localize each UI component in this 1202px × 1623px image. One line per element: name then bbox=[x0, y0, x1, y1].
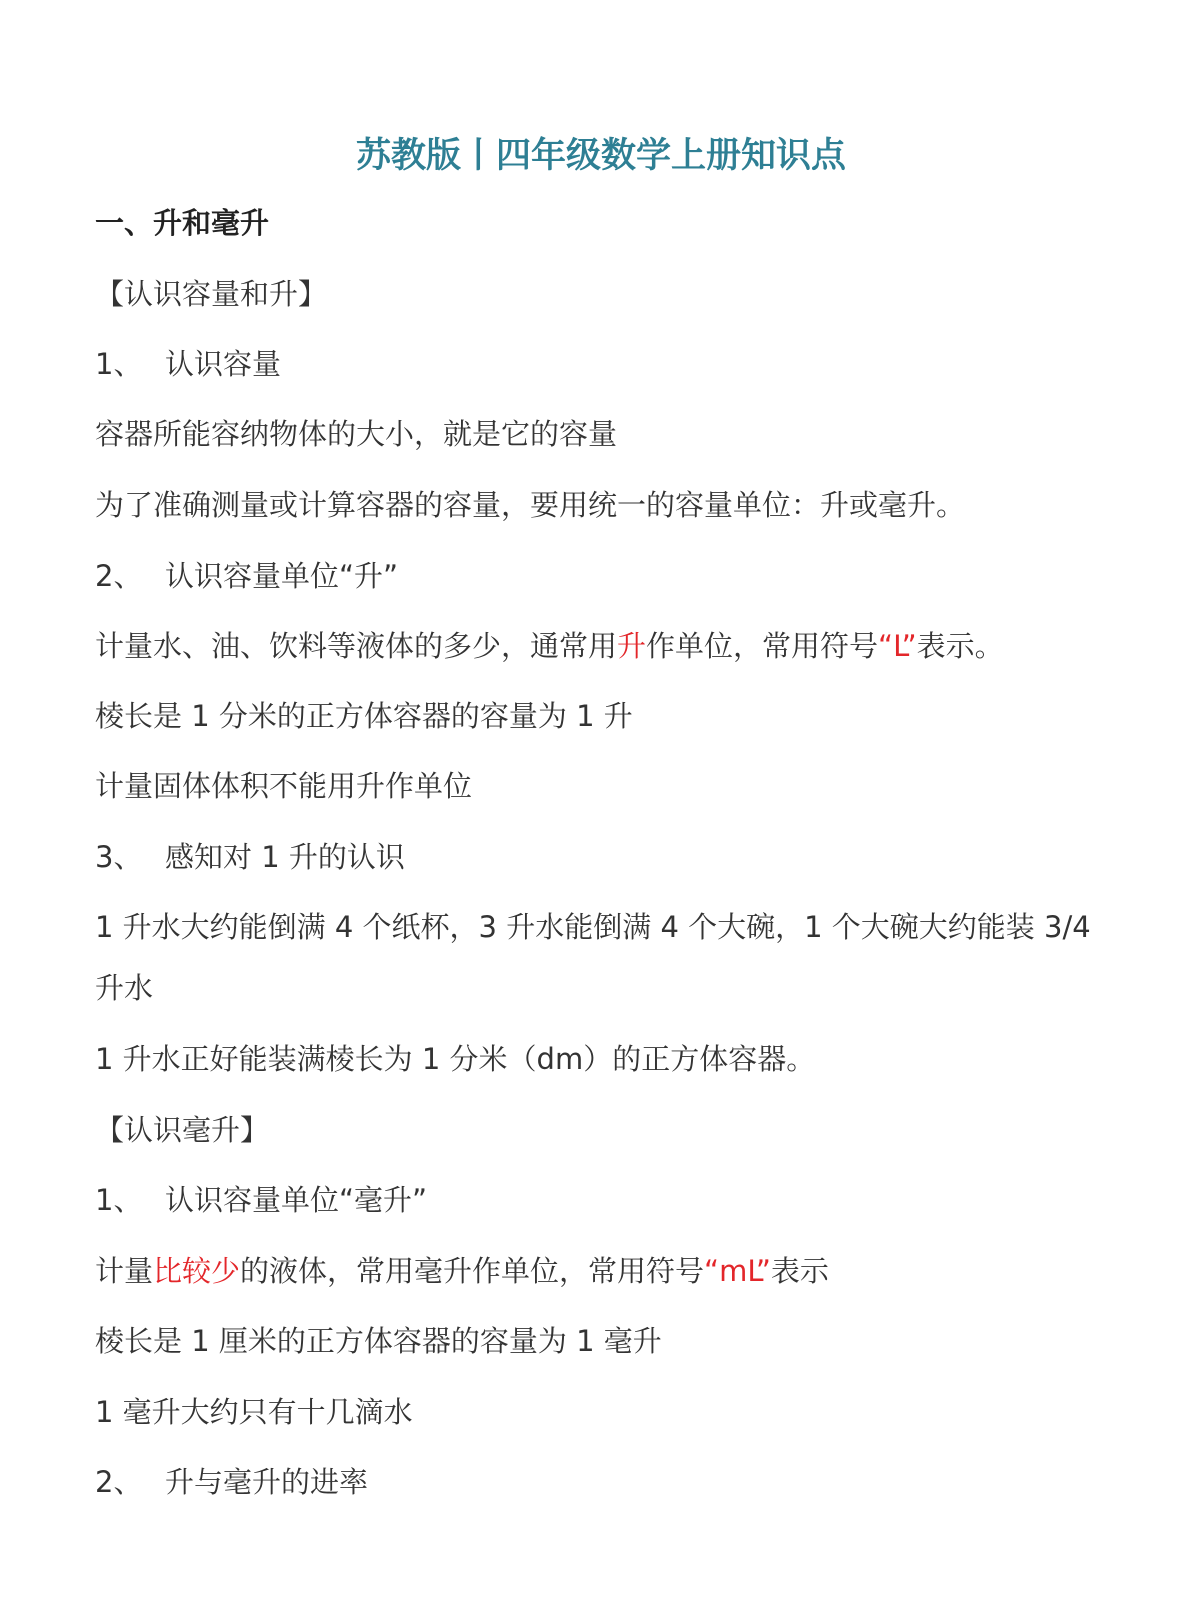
paragraph-milliliter-drops: 1 毫升大约只有十几滴水 bbox=[95, 1395, 413, 1429]
paragraph-solid-volume: 计量固体体积不能用升作单位 bbox=[95, 769, 473, 803]
paragraph-milliliter-cube: 棱长是 1 厘米的正方体容器的容量为 1 毫升 bbox=[95, 1324, 662, 1358]
text-run: 表示 bbox=[770, 1254, 829, 1288]
paragraph-capacity-definition: 容器所能容纳物体的大小，就是它的容量 bbox=[95, 417, 618, 451]
list-number: 1、 bbox=[95, 347, 143, 381]
text-run: 的液体，常用毫升作单位，常用符号 bbox=[240, 1254, 705, 1288]
list-item-2 bbox=[95, 556, 398, 596]
list-text: 认识容量单位“毫升” bbox=[165, 1183, 428, 1217]
highlight-text: “L” bbox=[878, 629, 917, 663]
text-run: 作单位，常用符号 bbox=[646, 629, 879, 663]
highlight-text: “mL” bbox=[704, 1254, 771, 1288]
page-title: 苏教版丨四年级数学上册知识点 bbox=[355, 136, 846, 176]
paragraph-liter-examples-line1: 1 升水大约能倒满 4 个纸杯，3 升水能倒满 4 个大碗，1 个大碗大约能装 3/4 bbox=[95, 910, 1091, 944]
list-text: 认识容量 bbox=[165, 347, 282, 381]
list-number: 2、 bbox=[95, 1465, 143, 1499]
list-number: 2、 bbox=[95, 559, 143, 593]
subheading-milliliter: 【认识毫升】 bbox=[95, 1113, 270, 1147]
list-text: 感知对 1 升的认识 bbox=[165, 840, 405, 874]
text-run: 计量水、油、饮料等液体的多少，通常用 bbox=[95, 629, 618, 663]
list-text: 认识容量单位“升” bbox=[165, 559, 399, 593]
paragraph-liter-dm-cube: 1 升水正好能装满棱长为 1 分米（dm）的正方体容器。 bbox=[95, 1042, 816, 1076]
paragraph-units-intro: 为了准确测量或计算容器的容量，要用统一的容量单位：升或毫升。 bbox=[95, 488, 966, 522]
paragraph-liter-examples-line2: 升水 bbox=[95, 971, 154, 1005]
list-item-1 bbox=[95, 344, 281, 384]
highlight-text: 比较少 bbox=[153, 1254, 241, 1288]
list-item-4 bbox=[95, 1180, 427, 1220]
list-item-3 bbox=[95, 837, 405, 877]
paragraph-liter-cube: 棱长是 1 分米的正方体容器的容量为 1 升 bbox=[95, 699, 633, 733]
paragraph-liter-usage bbox=[95, 626, 1004, 666]
list-text: 升与毫升的进率 bbox=[165, 1465, 369, 1499]
text-run: 表示。 bbox=[916, 629, 1004, 663]
list-number: 3、 bbox=[95, 840, 143, 874]
section-heading-1: 一、升和毫升 bbox=[95, 206, 270, 240]
paragraph-milliliter-usage bbox=[95, 1251, 829, 1291]
list-number: 1、 bbox=[95, 1183, 143, 1217]
list-item-5 bbox=[95, 1462, 368, 1502]
subheading-capacity-and-liter: 【认识容量和升】 bbox=[95, 277, 328, 311]
highlight-text: 升 bbox=[617, 629, 647, 663]
text-run: 计量 bbox=[95, 1254, 154, 1288]
